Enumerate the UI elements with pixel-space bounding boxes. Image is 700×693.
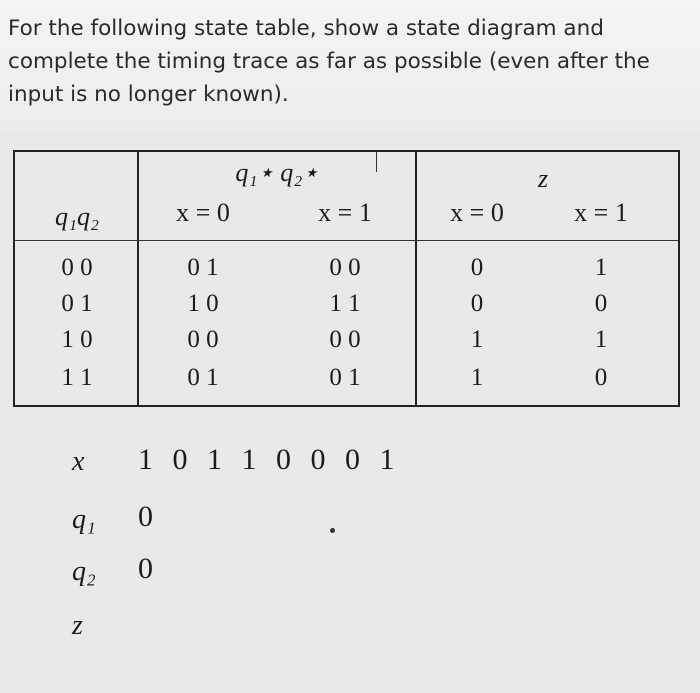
output-cell: 0 bbox=[470, 290, 484, 317]
state-header: q₁q₂ bbox=[54, 202, 100, 231]
next-state-cell: 0 0 bbox=[329, 254, 361, 281]
output-cell: 1 bbox=[594, 326, 608, 353]
next-state-cell: 0 0 bbox=[329, 326, 361, 353]
trace-z-label: z bbox=[72, 610, 83, 641]
trace-q2-values: 0 bbox=[138, 552, 159, 585]
next-state-cell: 0 1 bbox=[187, 364, 219, 391]
output-cell: 1 bbox=[470, 364, 484, 391]
trace-q2-label: q₂ bbox=[72, 556, 96, 587]
next-state-cell: 1 0 bbox=[187, 290, 219, 317]
trace-x-values: 1 0 1 1 0 0 0 1 bbox=[138, 443, 401, 476]
header-next-x1: x = 1 bbox=[318, 198, 372, 227]
trace-q1-values: 0 bbox=[138, 500, 159, 533]
output-cell: 0 bbox=[594, 364, 608, 391]
header-z-x0: x = 0 bbox=[450, 198, 504, 227]
next-state-cell: 1 1 bbox=[329, 290, 361, 317]
column-divider bbox=[137, 152, 139, 405]
trace-q1-label: q₁ bbox=[72, 504, 96, 535]
header-divider bbox=[15, 240, 678, 241]
question-text: For the following state table, show a state diagram and complete the timing trace as far as possible (even after the input is no longer known). bbox=[8, 16, 650, 107]
trace-x-label: x bbox=[72, 446, 85, 477]
output-cell: 1 bbox=[470, 326, 484, 353]
header-z-x1: x = 1 bbox=[574, 198, 628, 227]
output-cell: 1 bbox=[594, 254, 608, 281]
next-state-cell: 0 0 bbox=[187, 326, 219, 353]
output-header: z bbox=[537, 164, 549, 193]
column-divider bbox=[415, 152, 417, 405]
state-cell: 0 0 bbox=[61, 254, 93, 281]
header-next-x0: x = 0 bbox=[176, 198, 230, 227]
next-state-header: q₁⋆ q₂⋆ bbox=[235, 158, 319, 187]
state-cell: 1 0 bbox=[61, 326, 93, 353]
state-cell: 1 1 bbox=[61, 364, 93, 391]
state-cell: 0 1 bbox=[61, 290, 93, 317]
next-state-cell: 0 1 bbox=[187, 254, 219, 281]
output-cell: 0 bbox=[470, 254, 484, 281]
pen-mark bbox=[376, 152, 377, 172]
next-state-cell: 0 1 bbox=[329, 364, 361, 391]
output-cell: 0 bbox=[594, 290, 608, 317]
state-table bbox=[13, 150, 680, 407]
pen-dot bbox=[330, 528, 335, 533]
